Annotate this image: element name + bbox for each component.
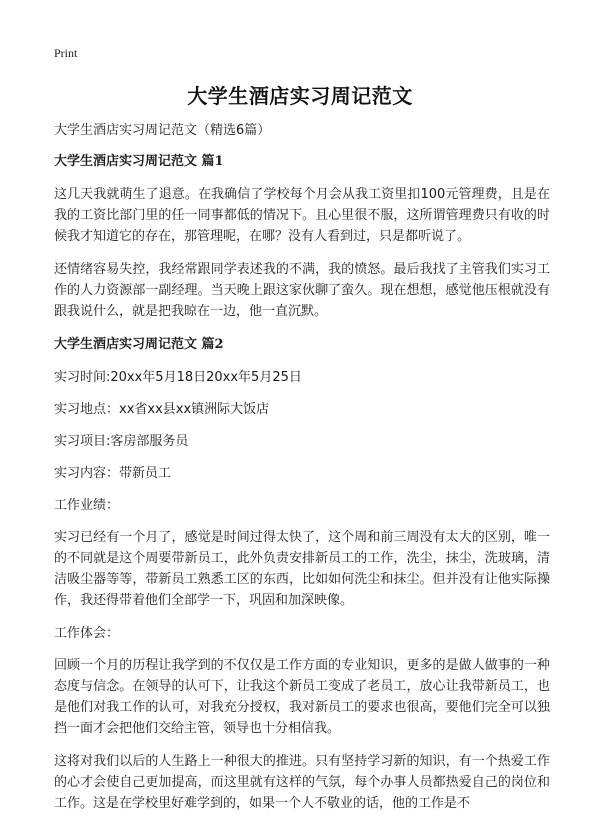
work-experience-label: 工作体会： [54,626,120,641]
section-2-paragraph: 回顾一个月的历程让我学到的不仅仅是工作方面的专业知识，更多的是做人做事的一种态度与信念。在领导的认可下，让我这个新员工变成了老员工，放心让我带新员工，也是他们对我工作的认可，对我充分授权，我对新员工的要求也很高，要他们完全可以独挡一面才会把他们交给主管，领导也十分相信我。 [54,658,550,736]
section-heading-1: 大学生酒店实习周记范文 篇1 [54,154,224,169]
print-label: Print [54,46,78,60]
section-1-paragraph: 还情绪容易失控，我经常跟同学表述我的不满，我的愤怒。最后我找了主管我们实习工作的人力资源部一副经理。当天晚上跟这家伙聊了蛮久。现在想想，感觉他压根就没有跟我说什么，就是把我晾在一边，他一直沉默。 [54,262,550,319]
section-2-paragraph: 实习已经有一个月了，感觉是时间过得太快了，这个周和前三周没有太大的区别，唯一的不同就是这个周要带新员工，此外负责安排新员工的工作，洗尘，抹尘，洗玻璃，清洁吸尘器等等，带新员工熟悉工区的东西，比如如何洗尘和抹尘。但并没有让他实际操作，我还得带着他们全部学一下，巩固和加深映像。 [54,530,550,608]
section-heading-2: 大学生酒店实习周记范文 篇2 [54,337,224,352]
internship-content: 实习内容：带新员工 [54,466,172,481]
page-title: 大学生酒店实习周记范文 [187,84,413,108]
section-1-paragraph: 这几天我就萌生了退意。在我确信了学校每个月会从我工资里扣100元管理费，且是在我的工资比部门里的任一同事都低的情况下。且心里很不服，这所谓管理费只有收的时候我才知道它的存在，那管理呢，在哪？没有人看到过，只是都听说了。 [54,187,550,244]
section-2-paragraph: 这将对我们以后的人生路上一种很大的推进。只有坚持学习新的知识，有一个热爱工作的心才会使自己更加提高，而这里就有这样的气氛，每个办事人员都热爱自己的岗位和工作。这是在学校里好难学到的，如果一个人不敬业的话，他的工作是不 [54,754,550,811]
document-subtitle: 大学生酒店实习周记范文（精选6篇） [54,123,271,138]
document-body [54,120,550,826]
internship-location: 实习地点：xx省xx县xx镇洲际大饭店 [54,402,270,417]
work-performance-label: 工作业绩： [54,498,120,513]
internship-project: 实习项目:客房部服务员 [54,434,189,449]
internship-time: 实习时间:20xx年5月18日20xx年5月25日 [54,370,302,385]
